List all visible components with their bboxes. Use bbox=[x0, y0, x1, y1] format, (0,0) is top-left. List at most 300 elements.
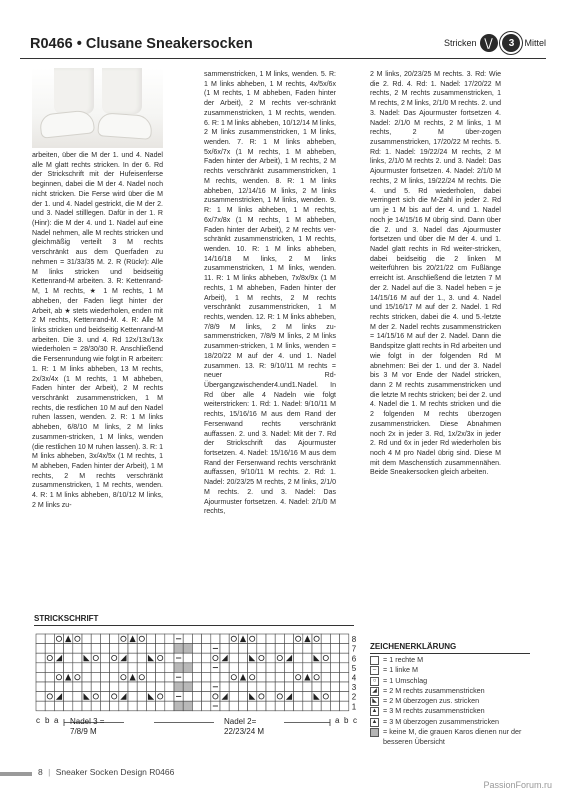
footer-bar bbox=[0, 772, 32, 776]
chart-cell bbox=[119, 672, 128, 682]
instructions-column-2 bbox=[204, 70, 336, 517]
chart-cell bbox=[275, 634, 284, 644]
chart-cell bbox=[128, 653, 137, 663]
technique-label: Stricken bbox=[443, 38, 477, 48]
chart-cell bbox=[183, 663, 192, 673]
chart-cell bbox=[165, 672, 174, 682]
page-footer bbox=[0, 763, 566, 785]
legend-text: = 1 linke M bbox=[383, 665, 418, 675]
chart-cell bbox=[165, 701, 174, 711]
chart-cell bbox=[266, 634, 275, 644]
chart-cell bbox=[266, 672, 275, 682]
chart-cell bbox=[110, 634, 119, 644]
chart-cell bbox=[73, 634, 82, 644]
chart-cell bbox=[73, 663, 82, 673]
chart-cell bbox=[238, 653, 247, 663]
chart-cell bbox=[294, 692, 303, 702]
chart-cell bbox=[82, 644, 91, 654]
chart-cell bbox=[303, 653, 312, 663]
chart-cell bbox=[257, 663, 266, 673]
chart-cell bbox=[330, 682, 339, 692]
chart-cell bbox=[312, 682, 321, 692]
chart-cell bbox=[330, 644, 339, 654]
chart-cell bbox=[238, 701, 247, 711]
chart-cell bbox=[248, 701, 257, 711]
chart-cell bbox=[73, 682, 82, 692]
row-number: 3 bbox=[351, 683, 357, 693]
row-number: 5 bbox=[351, 663, 357, 673]
chart-cell bbox=[266, 701, 275, 711]
chart-cell bbox=[128, 692, 137, 702]
legend-item bbox=[370, 686, 530, 696]
chart-cell bbox=[229, 634, 238, 644]
sneaker-right bbox=[97, 112, 153, 140]
chart-cell bbox=[110, 701, 119, 711]
legend-item bbox=[370, 706, 530, 716]
chart-cell bbox=[165, 663, 174, 673]
chart-cell bbox=[284, 663, 293, 673]
chart-cell bbox=[91, 672, 100, 682]
chart-cell bbox=[330, 701, 339, 711]
chart-cell bbox=[174, 682, 183, 692]
chart-cell bbox=[192, 653, 201, 663]
chart-cell bbox=[284, 634, 293, 644]
chart-cell bbox=[82, 682, 91, 692]
chart-cell bbox=[156, 653, 165, 663]
chart-cell bbox=[220, 672, 229, 682]
chart-cell bbox=[73, 701, 82, 711]
chart-cell bbox=[257, 672, 266, 682]
col-letter-c: c bbox=[36, 716, 40, 725]
chart-cell bbox=[128, 682, 137, 692]
chart-cell bbox=[119, 663, 128, 673]
chart-cell bbox=[100, 653, 109, 663]
chart-cell bbox=[64, 663, 73, 673]
chart-cell bbox=[220, 663, 229, 673]
chart-cell bbox=[303, 701, 312, 711]
chart-cell bbox=[248, 663, 257, 673]
legend-text: = 1 rechte M bbox=[383, 655, 424, 664]
chart-cell bbox=[312, 672, 321, 682]
chart-cell bbox=[202, 663, 211, 673]
chart-cell bbox=[211, 634, 220, 644]
chart-cell bbox=[110, 653, 119, 663]
chart-cell bbox=[321, 672, 330, 682]
chart-cell bbox=[266, 692, 275, 702]
chart-cell bbox=[312, 634, 321, 644]
chart-cell bbox=[82, 663, 91, 673]
chart-cell bbox=[100, 672, 109, 682]
instructions-text: 2 M links, 20/23/25 M rechts. 3. Rd: Wie die 2. Rd. 4. Rd: 1. Nadel: 17/20/22 M rechts, 2 M rechts zusammenstricken, 1 M rechts, 2 M links, 2/1/0 M rechts. 2. und 3. Nadel: Das Ajourmuster fortsetzen 4. Nadel: 2/1/0 M rechts, 2 M links, 1 M rechts, 2 M über-zogen zusammenstricken, 17/20/22 M rechts. 5. Rd: 1. Nadel: 19/22/24 M rechts, 2 M links, 2/1/0 M rechts 2. und 3. Nadel: Das Ajourmuster fortsetzen. 4. Nadel: 2/1/0 M rechts, 2 M links, 19/22/24 M rechts. Die 4. und 5. Rd wiederholen, dabei verringert sich die M-Zahl in jeder 2. Rd um je 1 M bis auf der 4. und 1. Nadel noch je 14/15/16 M übrig sind. Dann über die 2. und 3. Nadel das Ajourmuster fortsetzen und über die M der 4. und 1. Nadel glatt rechts in Rd weiter-stricken, dabei beidseitig die 2 linken M weiterführen bis 20/21/22 cm Fußlänge erreicht ist. Anschließend die letzten 7 M der 2. Nadel auf die 3. Nadel heben = je 14/15/16 M auf der 1., 3. und 4. Nadel und 15/16/17 M auf der 2. Nadel. 1 Rd rechts stricken, dabei die 4. und 5.-letzte M der 2. Nadel rechts zusammenstricken = 14/15/16 M auf der 2. Nadel. Dann die Bandspitze glatt rechts in Rd arbeiten und wie folgt in der folgenden Rd M abnehmen: Bei der 1. und der 3. Nadel bis 3 M vor Ende der Nadel stricken, dann 2 M rechts zusammenstricken und die letzte M rechts stricken; bei der 2. und 4. Nadel die 1. M rechts stricken und die 2 folgenden M rechts überzogen zusammenstricken. Diese Abnahmen noch 2x in jeder 3. Rd, 1x/2x/3x in jeder 2. Rd und 6x in jeder Rd wiederholen bis noch 4 M pro Nadel übrig sind. Diese M mit dem Maschenstich zusammennähen. Beide Sneakersocken gleich arbeiten. bbox=[370, 71, 501, 477]
chart-cell bbox=[36, 682, 45, 692]
watermark: PassionForum.ru bbox=[483, 780, 552, 790]
chart-cell bbox=[275, 663, 284, 673]
chart-cell bbox=[312, 644, 321, 654]
chart-cell bbox=[192, 634, 201, 644]
chart-cell bbox=[202, 644, 211, 654]
chart-cell bbox=[340, 701, 349, 711]
chart-cell bbox=[183, 653, 192, 663]
chart-cell bbox=[303, 663, 312, 673]
row-number: 1 bbox=[351, 702, 357, 712]
chart-cell bbox=[165, 644, 174, 654]
chart-cell bbox=[294, 634, 303, 644]
chart-cell bbox=[64, 644, 73, 654]
chart-cell bbox=[321, 634, 330, 644]
chart-cell bbox=[110, 682, 119, 692]
chart-cell bbox=[45, 701, 54, 711]
chart-cell bbox=[137, 644, 146, 654]
legend-text: = keine M, die grauen Karos dienen nur der besseren Übersicht bbox=[383, 727, 522, 746]
chart-cell bbox=[156, 663, 165, 673]
chart-cell bbox=[165, 682, 174, 692]
chart-cell bbox=[183, 644, 192, 654]
chart-cell bbox=[275, 653, 284, 663]
chart-cell bbox=[229, 682, 238, 692]
chart-cell bbox=[54, 644, 63, 654]
chart-cell bbox=[330, 663, 339, 673]
chart-cell bbox=[91, 682, 100, 692]
chart-cell bbox=[165, 653, 174, 663]
chart-cell bbox=[45, 653, 54, 663]
chart-cell bbox=[183, 692, 192, 702]
chart-cell bbox=[137, 653, 146, 663]
chart-cell bbox=[330, 672, 339, 682]
chart-cell bbox=[294, 672, 303, 682]
chart-cell bbox=[303, 682, 312, 692]
chart-cell bbox=[284, 644, 293, 654]
chart-cell bbox=[73, 644, 82, 654]
chart-cell bbox=[119, 682, 128, 692]
chart-cell bbox=[238, 692, 247, 702]
chart-cell bbox=[303, 644, 312, 654]
col-letter-c-right: c bbox=[353, 716, 357, 725]
instructions-text: arbeiten, über die M der 1. und 4. Nadel alle M glatt rechts stricken. In der 6. Rd der Strickschrift mit der Hufeisenferse beginnen, dabei die M der 4. Nadel noch nicht stricken. Die Ferse wird über die M der 1. und 4. Nadel gestrickt, die M der 2. und 3. Nadel stilllegen. Dafür in der 1. R (Hinr): die M der 4. und 1. Nadel auf eine Nadel nehmen, alle M rechts stricken und gleichmäßig verteilt 3 M rechts verschränkt aus dem Querfaden zu nehmen = 31/33/35 M. 2. R (Rückr): Alle M links stricken und beidseitig Kettenrand-M arbeiten. 3. R: Kettenrand-M, 1 M rechts, ★ 1 M rechts, 1 M abheben, der Faden liegt hinter der Arbeit, ab ★ stets wiederholen, enden mit 2 M rechts, Kettenrand-M. 4. R: Alle M links stricken und beidseitig Kettenrand-M arbeiten. Die 3. und 4. Rd 12x/13x/13x wiederholen = 28/30/30 R. Anschließend die Fersenrundung wie folgt in R arbeiten: 1. R: 1 M links abheben, 13 M rechts, 2x/3x/4x (1 M rechts, 1 M abheben, Faden hinter der Arbeit), 2 M rechts verschränkt zusammenstricken, 1 M rechts, die restlichen 10 M auf den Nadel ruhen lassen, wenden. 2. R: 1 M links abheben, 6/8/10 M links, 2 M links zusammen-stricken, 1 M links, wenden (die restlichen 10 M ruhen lassen). 3. R: 1 M links abheben, 3x/4x/5x (1 M rechts, 1 M abheben, Faden hinter der Arbeit), 1 M rechts, 2 M rechts verschränkt zusammenstricken, 1 M rechts, wenden. 4. R: 1 M links abheben, 8/10/12 M links, 2 M links zu- bbox=[32, 152, 163, 509]
legend-text: = 2 M überzogen zus. stricken bbox=[383, 696, 480, 706]
chart-cell bbox=[238, 663, 247, 673]
k2tog-icon: ◢ bbox=[370, 687, 379, 696]
chart-cell bbox=[220, 682, 229, 692]
legend-text: = 1 Umschlag bbox=[383, 675, 428, 685]
chart-cell bbox=[146, 644, 155, 654]
chart-cell bbox=[202, 672, 211, 682]
row-numbers bbox=[352, 635, 357, 711]
chart-cell bbox=[91, 653, 100, 663]
chart-cell bbox=[340, 644, 349, 654]
chart-cell bbox=[128, 663, 137, 673]
chart-cell bbox=[64, 682, 73, 692]
chart-cell bbox=[257, 634, 266, 644]
ssk-icon: ◣ bbox=[370, 697, 379, 706]
chart-cell bbox=[257, 653, 266, 663]
needle3-counts: 7/8/9 M bbox=[70, 727, 97, 736]
legend-text: = 3 M rechts zusammenstricken bbox=[383, 706, 485, 716]
chart-cell bbox=[73, 672, 82, 682]
needle3-label: Nadel 3 = bbox=[70, 717, 105, 726]
chart-cell bbox=[321, 644, 330, 654]
chart-cell bbox=[156, 701, 165, 711]
chart-cell bbox=[36, 644, 45, 654]
row-number: 6 bbox=[351, 654, 357, 664]
pattern-title: R0466 • Clusane Sneakersocken bbox=[30, 36, 253, 52]
chart-cell bbox=[211, 672, 220, 682]
chart-cell bbox=[110, 672, 119, 682]
chart-cell bbox=[257, 644, 266, 654]
chart-cell bbox=[340, 663, 349, 673]
k3tog-icon: ▲ bbox=[371, 708, 378, 715]
chart-cell bbox=[137, 701, 146, 711]
chart-cell bbox=[100, 692, 109, 702]
chart-cell bbox=[266, 644, 275, 654]
chart-cell bbox=[110, 663, 119, 673]
chart-cell bbox=[330, 692, 339, 702]
chart-cell bbox=[156, 634, 165, 644]
chart-cell bbox=[312, 663, 321, 673]
chart-cell bbox=[229, 672, 238, 682]
chart-cell bbox=[294, 701, 303, 711]
chart-cell bbox=[284, 672, 293, 682]
chart-cell bbox=[45, 634, 54, 644]
chart-cell bbox=[340, 634, 349, 644]
chart-cell bbox=[340, 653, 349, 663]
legend-title: ZEICHENERKLÄRUNG bbox=[370, 642, 457, 651]
chart-cell bbox=[45, 663, 54, 673]
chart-cell bbox=[192, 663, 201, 673]
chart-cell bbox=[183, 672, 192, 682]
chart-cell bbox=[119, 701, 128, 711]
difficulty-info bbox=[444, 34, 546, 52]
chart-cell bbox=[137, 682, 146, 692]
chart-cell bbox=[183, 682, 192, 692]
chart-cell bbox=[257, 701, 266, 711]
chart-cell bbox=[275, 682, 284, 692]
chart-cell bbox=[321, 653, 330, 663]
sk2p-icon: ▲ bbox=[371, 718, 378, 725]
knitting-needles-icon bbox=[480, 34, 498, 52]
chart-cell bbox=[119, 634, 128, 644]
chart-cell bbox=[340, 692, 349, 702]
chart-cell bbox=[137, 663, 146, 673]
leg-right bbox=[102, 68, 142, 114]
chart-cell bbox=[45, 692, 54, 702]
chart-cell bbox=[100, 682, 109, 692]
chart-cell bbox=[73, 653, 82, 663]
chart-cell bbox=[330, 653, 339, 663]
needle2-label: Nadel 2= bbox=[224, 717, 257, 726]
no-stitch-icon bbox=[370, 728, 379, 737]
chart-cell bbox=[330, 634, 339, 644]
chart-cell bbox=[36, 692, 45, 702]
level-label: Mittel bbox=[524, 38, 546, 48]
chart-cell bbox=[229, 663, 238, 673]
chart-cell bbox=[284, 701, 293, 711]
chart-cell bbox=[128, 644, 137, 654]
chart-cell bbox=[202, 682, 211, 692]
chart-cell bbox=[36, 672, 45, 682]
col-letter-b-right: b bbox=[344, 716, 349, 725]
chart-cell bbox=[202, 653, 211, 663]
chart-cell bbox=[266, 682, 275, 692]
chart-cell bbox=[82, 672, 91, 682]
yarn-over-icon: ○ bbox=[370, 677, 379, 686]
chart-cell bbox=[45, 672, 54, 682]
chart-cell bbox=[257, 692, 266, 702]
chart-cell bbox=[275, 672, 284, 682]
chart-cell bbox=[238, 644, 247, 654]
chart-cell bbox=[340, 672, 349, 682]
legend-text: = 3 M überzogen zusammenstricken bbox=[383, 716, 500, 726]
chart-cell bbox=[321, 692, 330, 702]
knit-stitch-icon bbox=[370, 656, 379, 665]
legend-item bbox=[370, 696, 530, 706]
chart-cell bbox=[340, 682, 349, 692]
chart-cell bbox=[229, 692, 238, 702]
chart-cell bbox=[54, 701, 63, 711]
chart-cell bbox=[248, 644, 257, 654]
chart-cell bbox=[156, 682, 165, 692]
chart-cell bbox=[100, 701, 109, 711]
needle2-counts: 22/23/24 M bbox=[224, 727, 265, 736]
chart-cell bbox=[82, 634, 91, 644]
chart-cell bbox=[294, 644, 303, 654]
chart-title: STRICKSCHRIFT bbox=[34, 614, 99, 623]
legend-item bbox=[370, 717, 530, 727]
chart-grid bbox=[36, 634, 349, 711]
chart-cell bbox=[220, 701, 229, 711]
knitting-chart bbox=[34, 632, 368, 762]
chart-cell bbox=[100, 663, 109, 673]
chart-cell bbox=[321, 701, 330, 711]
chart-cell bbox=[128, 701, 137, 711]
chart-cell bbox=[91, 663, 100, 673]
col-letter-b: b bbox=[45, 716, 50, 725]
chart-cell bbox=[294, 653, 303, 663]
chart-cell bbox=[146, 701, 155, 711]
chart-cell bbox=[174, 644, 183, 654]
chart-cell bbox=[100, 634, 109, 644]
sneaker-left bbox=[39, 109, 95, 139]
chart-cell bbox=[312, 701, 321, 711]
chart-title-rule bbox=[34, 625, 354, 626]
chart-cell bbox=[110, 644, 119, 654]
chart-cell bbox=[36, 634, 45, 644]
instructions-column-1 bbox=[32, 151, 163, 511]
chart-cell bbox=[275, 701, 284, 711]
chart-cell bbox=[91, 701, 100, 711]
chart-cell bbox=[266, 653, 275, 663]
legend-text: = 2 M rechts zusammenstricken bbox=[383, 685, 485, 695]
chart-cell bbox=[284, 682, 293, 692]
chart-cell bbox=[248, 682, 257, 692]
level-badge-icon: 3 bbox=[502, 34, 520, 52]
chart-cell bbox=[156, 644, 165, 654]
chart-cell bbox=[321, 663, 330, 673]
legend-item bbox=[370, 665, 530, 675]
chart-cell bbox=[82, 701, 91, 711]
legend-item bbox=[370, 727, 530, 746]
chart-cell bbox=[174, 701, 183, 711]
chart-cell bbox=[202, 634, 211, 644]
chart-cell bbox=[91, 634, 100, 644]
chart-cell bbox=[211, 653, 220, 663]
page-header bbox=[20, 32, 546, 59]
chart-cell bbox=[45, 682, 54, 692]
chart-cell bbox=[294, 682, 303, 692]
row-number: 8 bbox=[351, 635, 357, 645]
chart-cell bbox=[183, 634, 192, 644]
chart-cell bbox=[211, 692, 220, 702]
chart-cell bbox=[248, 634, 257, 644]
chart-cell bbox=[54, 634, 63, 644]
chart-cell bbox=[54, 663, 63, 673]
chart-cell bbox=[202, 701, 211, 711]
instructions-text: sammenstricken, 1 M links, wenden. 5. R: 1 M links abheben, 1 M rechts, 4x/5x/6x (1 M rechts, 1 M abheben, Faden hinter der Arbeit), 2 M rechts ver-schränkt zusammenstricken, 1 M rechts, wenden. 6. R: 1 M links abheben, 10/12/14 M links, 2 M links zusammenstricken, 1 M links, wenden. 7. R: 1 M links abheben, 5x/6x/7x (1 M rechts, 1 M abheben, Faden hinter der Arbeit), 1 M rechts, 2 M rechts verschränkt zusammenstricken, 1 M rechts, wenden. 8. R: 1 M links abheben, 12/14/16 M links, 2 M links zusammenstricken, 1 M links, wenden. 9. R: 1 M links abheben, 1 M rechts, 6x/7x/8x (1 M rechts, 1 M abheben, Faden hinter der Arbeit), 2 M rechts ver-schränkt zusammenstricken, 1 M rechts, wenden. 10. R: 1 M links abheben, 14/16/18 M links, 2 M links zusammenstricken, 1 M links, wenden. 11. R: 1 M links abheben, 7x/8x/9x (1 M rechts, 1 M abheben, Faden hinter der Arbeit), 1 M rechts, 2 M rechts verschränkt zusammenstricken, 1 M rechts, wenden. 12. R: 1 M links abheben, 7/8/9 M links, 2 M links zu-sammenstricken, 7/8/9 M links, 2 M links zusammen-stricken, 1 M links, wenden = 18/20/22 M auf der 4. und 1. Nadel zusammen. 13. R: 9/10/11 M rechts = neuer Rd-Übergangzwischender4.und1.Nadel. In Rd über alle 4 Nadeln wie folgt weiterstricken: 1. Rd: 1. Nadel: 9/10/11 M rechts, 15/16/16 M aus dem Rand der Fersenwand rechts verschränkt auffassen. 2. und 3. Nadel: Mit der 7. Rd der Strickschrift das Ajourmuster fortsetzen. 4. Nadel: 15/16/16 M aus dem Rand der Fersenwand rechts verschränkt auffassen, 9/10/11 M rechts. 2. Rd: 1. Nadel: 20/23/25 M rechts, 2 M links, 2/1/0 M rechts. 2. und 3. Nadel: Das Ajourmuster fortsetzen. 4. Nadel: 2/1/0 M rechts, bbox=[204, 71, 336, 516]
chart-cell bbox=[192, 672, 201, 682]
chart-cell bbox=[36, 653, 45, 663]
chart-cell bbox=[294, 663, 303, 673]
leg-left bbox=[54, 68, 94, 114]
chart-cell bbox=[73, 692, 82, 702]
chart-cell bbox=[64, 701, 73, 711]
chart-cell bbox=[36, 701, 45, 711]
chart-cell bbox=[110, 692, 119, 702]
chart-cell bbox=[146, 663, 155, 673]
row-number: 4 bbox=[351, 673, 357, 683]
chart-cell bbox=[64, 692, 73, 702]
chart-cell bbox=[156, 692, 165, 702]
chart-cell bbox=[91, 644, 100, 654]
chart-cell bbox=[275, 692, 284, 702]
chart-cell bbox=[183, 701, 192, 711]
chart-cell bbox=[137, 692, 146, 702]
row-number: 2 bbox=[351, 692, 357, 702]
chart-cell bbox=[248, 672, 257, 682]
chart-cell bbox=[192, 692, 201, 702]
sneaker-photo bbox=[32, 68, 163, 148]
chart-cell bbox=[146, 634, 155, 644]
footer-text: 8 | Sneaker Socken Design R0466 bbox=[38, 767, 175, 777]
chart-cell bbox=[137, 672, 146, 682]
chart-cell bbox=[238, 682, 247, 692]
row-number: 7 bbox=[351, 644, 357, 654]
chart-cell bbox=[303, 692, 312, 702]
legend-item bbox=[370, 676, 530, 686]
chart-cell bbox=[54, 672, 63, 682]
chart-cell bbox=[275, 644, 284, 654]
chart-cell bbox=[229, 644, 238, 654]
chart-cell bbox=[64, 653, 73, 663]
chart-cell bbox=[192, 682, 201, 692]
chart-cell bbox=[192, 644, 201, 654]
chart-cell bbox=[137, 634, 146, 644]
chart-cell bbox=[36, 663, 45, 673]
chart-cell bbox=[220, 644, 229, 654]
legend-title-rule bbox=[370, 653, 530, 654]
chart-cell bbox=[146, 682, 155, 692]
chart-cell bbox=[202, 692, 211, 702]
chart-cell bbox=[257, 682, 266, 692]
chart-cell bbox=[266, 663, 275, 673]
page-number: 8 bbox=[38, 767, 43, 777]
chart-cell bbox=[146, 672, 155, 682]
instructions-column-3 bbox=[370, 70, 501, 478]
footer-title: Sneaker Socken Design R0466 bbox=[55, 767, 175, 777]
purl-stitch-icon: – bbox=[370, 666, 379, 675]
legend-item bbox=[370, 655, 530, 665]
legend bbox=[370, 655, 530, 746]
chart-cell bbox=[321, 682, 330, 692]
chart-cell bbox=[45, 644, 54, 654]
